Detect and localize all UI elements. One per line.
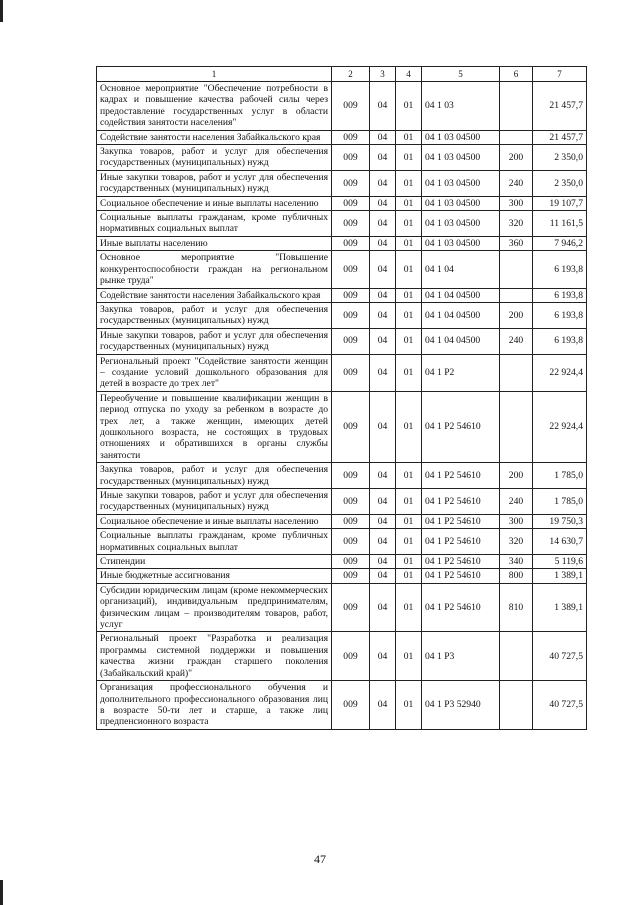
code-section-cell: 04	[370, 196, 396, 210]
target-article-cell: 04 1 04	[422, 251, 500, 288]
code-section-cell: 04	[370, 130, 396, 144]
header-cell: 5	[422, 67, 500, 82]
target-article-cell: 04 1 P2 54610	[422, 463, 500, 489]
table-header-row	[97, 67, 587, 82]
code-subsection-cell: 01	[396, 354, 422, 391]
expense-type-cell	[500, 288, 533, 302]
code-subsection-cell: 01	[396, 489, 422, 515]
code-section-cell: 04	[370, 170, 396, 196]
target-article-cell: 04 1 03 04500	[422, 211, 500, 237]
code-subsection-cell: 01	[396, 681, 422, 730]
code-admin-cell: 009	[332, 489, 370, 515]
table-row	[97, 354, 587, 391]
amount-cell: 7 946,2	[533, 236, 587, 250]
target-article-cell: 04 1 03 04500	[422, 145, 500, 171]
description-cell: Социальное обеспечение и иные выплаты населению	[97, 196, 332, 210]
amount-cell: 19 107,7	[533, 196, 587, 210]
code-admin-cell: 009	[332, 196, 370, 210]
header-cell: 7	[533, 67, 587, 82]
code-subsection-cell: 01	[396, 130, 422, 144]
code-subsection-cell: 01	[396, 82, 422, 131]
budget-table	[96, 66, 587, 730]
code-subsection-cell: 01	[396, 196, 422, 210]
table-row	[97, 302, 587, 328]
table-row	[97, 632, 587, 681]
expense-type-cell	[500, 632, 533, 681]
description-cell: Иные закупки товаров, работ и услуг для обеспечения государственных (муниципальных) нужд	[97, 489, 332, 515]
description-cell: Стипендии	[97, 555, 332, 569]
expense-type-cell: 200	[500, 145, 533, 171]
code-admin-cell: 009	[332, 632, 370, 681]
expense-type-cell: 240	[500, 328, 533, 354]
code-admin-cell: 009	[332, 170, 370, 196]
amount-cell: 6 193,8	[533, 288, 587, 302]
description-cell: Переобучение и повышение квалификации женщин в период отпуска по уходу за ребенком в возрасте до трех лет, а также женщин, имеющих детей дошкольного возраста, не состоящих в трудовых отношениях и обратившихся в органы службы занятости	[97, 391, 332, 462]
code-subsection-cell: 01	[396, 555, 422, 569]
target-article-cell: 04 1 P3	[422, 632, 500, 681]
code-section-cell: 04	[370, 583, 396, 632]
expense-type-cell: 200	[500, 463, 533, 489]
code-subsection-cell: 01	[396, 583, 422, 632]
code-admin-cell: 009	[332, 145, 370, 171]
code-section-cell: 04	[370, 236, 396, 250]
description-cell: Региональный проект "Содействие занятости женщин – создание условий дошкольного образования для детей в возрасте до трех лет"	[97, 354, 332, 391]
code-subsection-cell: 01	[396, 569, 422, 583]
description-cell: Субсидии юридическим лицам (кроме некоммерческих организаций), индивидуальным предпринимателям, физическим лицам – производителям товаров, работ, услуг	[97, 583, 332, 632]
amount-cell: 2 350,0	[533, 170, 587, 196]
target-article-cell: 04 1 04 04500	[422, 302, 500, 328]
target-article-cell: 04 1 03	[422, 82, 500, 131]
description-cell: Содействие занятости населения Забайкальского края	[97, 288, 332, 302]
code-section-cell: 04	[370, 463, 396, 489]
table-row	[97, 681, 587, 730]
description-cell: Организация профессионального обучения и дополнительного профессионального образования лиц в возрасте 50-ти лет и старше, а также лиц предпенсионного возраста	[97, 681, 332, 730]
description-cell: Социальное обеспечение и иные выплаты населению	[97, 514, 332, 528]
code-subsection-cell: 01	[396, 328, 422, 354]
code-admin-cell: 009	[332, 555, 370, 569]
amount-cell: 6 193,8	[533, 251, 587, 288]
target-article-cell: 04 1 03 04500	[422, 130, 500, 144]
code-section-cell: 04	[370, 569, 396, 583]
description-cell: Закупка товаров, работ и услуг для обеспечения государственных (муниципальных) нужд	[97, 145, 332, 171]
target-article-cell: 04 1 03 04500	[422, 170, 500, 196]
table-row	[97, 288, 587, 302]
table-row	[97, 463, 587, 489]
description-cell: Основное мероприятие "Повышение конкурентоспособности граждан на региональном рынке труда"	[97, 251, 332, 288]
code-section-cell: 04	[370, 288, 396, 302]
scan-edge-mark	[0, 880, 3, 905]
description-cell: Содействие занятости населения Забайкальского края	[97, 130, 332, 144]
code-section-cell: 04	[370, 145, 396, 171]
code-section-cell: 04	[370, 632, 396, 681]
code-section-cell: 04	[370, 328, 396, 354]
table-row	[97, 583, 587, 632]
amount-cell: 1 785,0	[533, 489, 587, 515]
code-admin-cell: 009	[332, 251, 370, 288]
header-cell: 1	[97, 67, 332, 82]
code-subsection-cell: 01	[396, 463, 422, 489]
amount-cell: 5 119,6	[533, 555, 587, 569]
amount-cell: 1 785,0	[533, 463, 587, 489]
target-article-cell: 04 1 P2 54610	[422, 555, 500, 569]
code-subsection-cell: 01	[396, 211, 422, 237]
expense-type-cell	[500, 130, 533, 144]
code-section-cell: 04	[370, 251, 396, 288]
code-admin-cell: 009	[332, 130, 370, 144]
code-section-cell: 04	[370, 489, 396, 515]
code-admin-cell: 009	[332, 569, 370, 583]
code-admin-cell: 009	[332, 354, 370, 391]
expense-type-cell	[500, 251, 533, 288]
expense-type-cell: 800	[500, 569, 533, 583]
code-subsection-cell: 01	[396, 251, 422, 288]
target-article-cell: 04 1 03 04500	[422, 236, 500, 250]
amount-cell: 6 193,8	[533, 328, 587, 354]
code-section-cell: 04	[370, 391, 396, 462]
code-subsection-cell: 01	[396, 302, 422, 328]
amount-cell: 6 193,8	[533, 302, 587, 328]
code-admin-cell: 009	[332, 302, 370, 328]
table-row	[97, 196, 587, 210]
code-subsection-cell: 01	[396, 632, 422, 681]
amount-cell: 21 457,7	[533, 130, 587, 144]
amount-cell: 1 389,1	[533, 569, 587, 583]
code-section-cell: 04	[370, 681, 396, 730]
table-row	[97, 489, 587, 515]
table-row	[97, 328, 587, 354]
expense-type-cell: 300	[500, 514, 533, 528]
description-cell: Закупка товаров, работ и услуг для обеспечения государственных (муниципальных) нужд	[97, 463, 332, 489]
header-cell: 2	[332, 67, 370, 82]
code-admin-cell: 009	[332, 288, 370, 302]
code-subsection-cell: 01	[396, 288, 422, 302]
description-cell: Региональный проект "Разработка и реализация программы системной поддержки и повышения качества жизни граждан старшего поколения (Забайкальский край)"	[97, 632, 332, 681]
target-article-cell: 04 1 04 04500	[422, 328, 500, 354]
code-subsection-cell: 01	[396, 236, 422, 250]
target-article-cell: 04 1 P2 54610	[422, 489, 500, 515]
header-cell: 4	[396, 67, 422, 82]
code-section-cell: 04	[370, 211, 396, 237]
amount-cell: 22 924,4	[533, 354, 587, 391]
expense-type-cell: 240	[500, 489, 533, 515]
table-row	[97, 251, 587, 288]
amount-cell: 2 350,0	[533, 145, 587, 171]
code-subsection-cell: 01	[396, 529, 422, 555]
target-article-cell: 04 1 P3 52940	[422, 681, 500, 730]
table-row	[97, 130, 587, 144]
target-article-cell: 04 1 03 04500	[422, 196, 500, 210]
expense-type-cell: 320	[500, 529, 533, 555]
amount-cell: 21 457,7	[533, 82, 587, 131]
expense-type-cell: 240	[500, 170, 533, 196]
code-subsection-cell: 01	[396, 170, 422, 196]
table-row	[97, 211, 587, 237]
code-section-cell: 04	[370, 82, 396, 131]
amount-cell: 40 727,5	[533, 681, 587, 730]
scan-edge-mark	[0, 0, 3, 22]
description-cell: Иные закупки товаров, работ и услуг для обеспечения государственных (муниципальных) нужд	[97, 170, 332, 196]
code-subsection-cell: 01	[396, 514, 422, 528]
code-section-cell: 04	[370, 514, 396, 528]
code-subsection-cell: 01	[396, 391, 422, 462]
code-section-cell: 04	[370, 354, 396, 391]
table-row	[97, 555, 587, 569]
expense-type-cell: 200	[500, 302, 533, 328]
table-row	[97, 82, 587, 131]
description-cell: Иные выплаты населению	[97, 236, 332, 250]
expense-type-cell: 340	[500, 555, 533, 569]
expense-type-cell	[500, 681, 533, 730]
description-cell: Закупка товаров, работ и услуг для обеспечения государственных (муниципальных) нужд	[97, 302, 332, 328]
amount-cell: 11 161,5	[533, 211, 587, 237]
table-row	[97, 170, 587, 196]
amount-cell: 22 924,4	[533, 391, 587, 462]
table-row	[97, 391, 587, 462]
amount-cell: 40 727,5	[533, 632, 587, 681]
code-admin-cell: 009	[332, 514, 370, 528]
code-admin-cell: 009	[332, 236, 370, 250]
code-section-cell: 04	[370, 302, 396, 328]
target-article-cell: 04 1 04 04500	[422, 288, 500, 302]
table-row	[97, 569, 587, 583]
target-article-cell: 04 1 P2 54610	[422, 529, 500, 555]
table-row	[97, 236, 587, 250]
expense-type-cell: 320	[500, 211, 533, 237]
table-row	[97, 145, 587, 171]
page-number: 47	[314, 852, 326, 866]
expense-type-cell: 360	[500, 236, 533, 250]
code-admin-cell: 009	[332, 82, 370, 131]
expense-type-cell: 300	[500, 196, 533, 210]
expense-type-cell	[500, 82, 533, 131]
header-cell: 3	[370, 67, 396, 82]
description-cell: Иные бюджетные ассигнования	[97, 569, 332, 583]
budget-table-container	[96, 66, 586, 730]
code-section-cell: 04	[370, 555, 396, 569]
code-admin-cell: 009	[332, 583, 370, 632]
target-article-cell: 04 1 P2	[422, 354, 500, 391]
amount-cell: 1 389,1	[533, 583, 587, 632]
amount-cell: 14 630,7	[533, 529, 587, 555]
target-article-cell: 04 1 P2 54610	[422, 514, 500, 528]
target-article-cell: 04 1 P2 54610	[422, 391, 500, 462]
code-admin-cell: 009	[332, 463, 370, 489]
code-subsection-cell: 01	[396, 145, 422, 171]
code-admin-cell: 009	[332, 391, 370, 462]
code-section-cell: 04	[370, 529, 396, 555]
code-admin-cell: 009	[332, 211, 370, 237]
target-article-cell: 04 1 P2 54610	[422, 583, 500, 632]
code-admin-cell: 009	[332, 681, 370, 730]
description-cell: Иные закупки товаров, работ и услуг для обеспечения государственных (муниципальных) нужд	[97, 328, 332, 354]
description-cell: Основное мероприятие "Обеспечение потребности в кадрах и повышение качества рабочей силы через предоставление государственных услуг в области содействия занятости населения"	[97, 82, 332, 131]
expense-type-cell	[500, 391, 533, 462]
code-admin-cell: 009	[332, 529, 370, 555]
expense-type-cell	[500, 354, 533, 391]
target-article-cell: 04 1 P2 54610	[422, 569, 500, 583]
code-admin-cell: 009	[332, 328, 370, 354]
expense-type-cell: 810	[500, 583, 533, 632]
table-row	[97, 529, 587, 555]
description-cell: Социальные выплаты гражданам, кроме публичных нормативных социальных выплат	[97, 211, 332, 237]
table-row	[97, 514, 587, 528]
amount-cell: 19 750,3	[533, 514, 587, 528]
description-cell: Социальные выплаты гражданам, кроме публичных нормативных социальных выплат	[97, 529, 332, 555]
header-cell: 6	[500, 67, 533, 82]
